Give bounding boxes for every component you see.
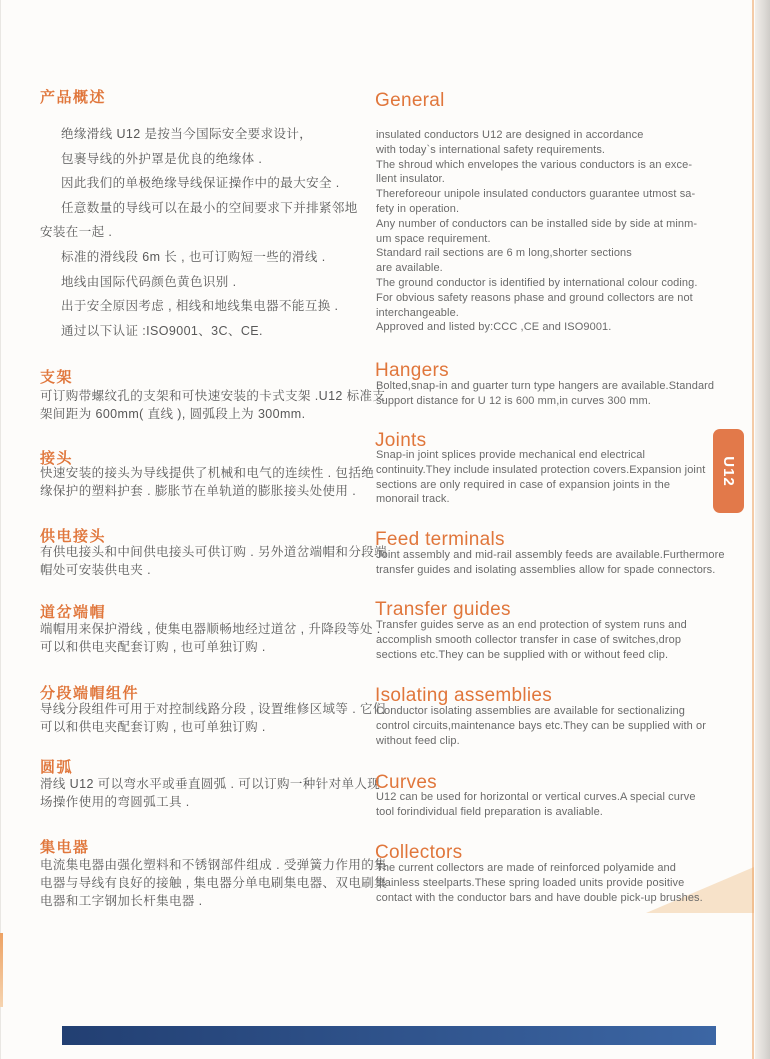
text-line: 可以和供电夹配套订购 , 也可单独订购 . (40, 720, 266, 734)
text-line: 可以和供电夹配套订购 , 也可单独订购 . (40, 640, 266, 654)
text-line: with today`s international safety requirements. (376, 143, 606, 156)
text-line: The ground conductor is identified by international colour coding. (376, 276, 698, 289)
text-line: support distance for U 12 is 600 mm,in curves 300 mm. (376, 395, 651, 407)
text-line: Bolted,snap-in and guarter turn type hangers are available.Standard (376, 380, 715, 392)
text-line: Thereforeour unipole insulated conductors guarantee utmost sa- (376, 188, 696, 201)
text-line: insulated conductors U12 are designed in accordance (376, 129, 644, 141)
text-line: 快速安装的接头为导线提供了机械和电气的连续性 . 包括绝 (40, 466, 375, 480)
text-line: 电器和工字钢加长杆集电器 . (40, 894, 203, 908)
zh-heading-transfer-guides: 道岔端帽 (40, 604, 107, 621)
en-body-curves (376, 790, 696, 820)
u12-side-tab-label: U12 (720, 455, 737, 487)
text-line: 电器与导线有良好的接触 , 集电器分单电刷集电器、双电刷集 (40, 876, 388, 890)
text-line: Approved and listed by:CCC ,CE and ISO9001. (376, 321, 612, 334)
text-line: 可订购带螺纹孔的支架和可快速安装的卡式支架 .U12 标准支 (40, 389, 386, 403)
text-line: 绝缘滑线 U12 是按当今国际安全要求设计， (61, 127, 313, 141)
text-line: llent insulator. (376, 173, 445, 186)
text-line: tool forindividual field preparation is avaliable. (376, 806, 603, 818)
zh-heading-isolating: 分段端帽组件 (40, 685, 140, 702)
text-line: 因此我们的单极绝缘导线保证操作中的最大安全 . (61, 176, 340, 191)
en-heading-hangers: Hangers (375, 360, 449, 381)
en-heading-joints: Joints (375, 430, 427, 451)
text-line: 帽处可安装供电夹 . (40, 563, 151, 577)
text-line: The shroud which envelopes the various conductors is an exce- (376, 158, 693, 171)
en-body-transfer-guides (376, 618, 687, 663)
text-line: transfer guides and isolating assemblies allow for spade connectors. (376, 564, 716, 576)
en-heading-feed-terminals: Feed terminals (375, 529, 505, 550)
text-line: stainless steelparts.These spring loaded units provide positive (376, 877, 685, 889)
text-line: accomplish smooth collector transfer in case of switches,drop (376, 634, 682, 646)
en-heading-general: General (375, 90, 445, 111)
en-heading-isolating: Isolating assemblies (375, 685, 553, 706)
zh-heading-feed-terminals: 供电接头 (40, 528, 107, 545)
text-line: For obvious safety reasons phase and ground collectors are not (376, 291, 693, 304)
text-line: 端帽用来保护滑线 , 使集电器顺畅地经过道岔 , 升降段等处 . (40, 622, 381, 636)
text-line: um space requirement. (376, 232, 491, 245)
text-line: 滑线 U12 可以弯水平或垂直圆弧 . 可以订购一种针对单人现 (40, 777, 381, 791)
text-line: sections are only required in case of expansion joints in the (376, 478, 671, 491)
footer-bar (62, 1026, 716, 1045)
text-line: Conductor isolating assemblies are available for sectionalizing (376, 705, 685, 717)
text-line: 电流集电器由强化塑料和不锈钢部件组成 . 受弹簧力作用的集 (40, 858, 388, 872)
text-line: contact with the conductor bars and have double pick-up brushes. (376, 892, 703, 904)
u12-side-tab (713, 429, 744, 513)
text-line: 有供电接头和中间供电接头可供订购 . 另外道岔端帽和分段端 (40, 545, 388, 559)
en-heading-collectors: Collectors (375, 842, 463, 863)
text-line: interchangeable. (376, 306, 459, 319)
text-line: 标准的滑线段 6m 长 , 也可订购短一些的滑线 . (61, 249, 326, 264)
zh-heading-curves: 圆弧 (40, 759, 74, 776)
en-body-hangers (376, 379, 714, 409)
text-line: 场操作使用的弯圆弧工具 . (40, 795, 190, 809)
text-line: 安装在一起 . (40, 225, 113, 240)
text-line: without feed clip. (376, 735, 460, 747)
text-line: sections etc.They can be supplied with or without feed clip. (376, 649, 669, 661)
zh-heading-overview: 产品概述 (40, 89, 107, 106)
text-line: 导线分段组件可用于对控制线路分段 , 设置维修区域等 . 它们 (40, 702, 386, 716)
en-heading-curves: Curves (375, 772, 437, 793)
text-line: U12 can be used for horizontal or vertical curves.A special curve (376, 791, 696, 803)
text-line: Standard rail sections are 6 m long,shorter sections (376, 247, 632, 260)
zh-heading-joints: 接头 (40, 450, 74, 467)
en-heading-transfer-guides: Transfer guides (375, 599, 511, 620)
text-line: continuity.They include insulated protection covers.Expansion joint (376, 463, 706, 476)
en-body-joints (376, 448, 705, 507)
en-body-feed-terminals (376, 548, 725, 578)
zh-heading-collectors: 集电器 (40, 839, 90, 856)
text-line: 缘保护的塑料护套 . 膨胀节在单轨道的膨胀接头处使用 . (40, 484, 357, 498)
text-line: fety in operation. (376, 202, 460, 215)
en-body-collectors (376, 861, 703, 906)
text-line: 出于安全原因考虑 , 相线和地线集电器不能互换 . (61, 299, 339, 314)
text-line: Transfer guides serve as an end protection of system runs and (376, 619, 687, 631)
text-line: 地线由国际代码颜色黄色识别 . (61, 274, 237, 289)
text-line: 包裹导线的外护罩是优良的绝缘体 . (61, 151, 263, 166)
zh-heading-hangers: 支架 (40, 369, 74, 386)
text-line: are available. (376, 262, 443, 275)
text-line: 任意数量的导线可以在最小的空间要求下并排紧邻地 (61, 200, 358, 215)
text-line: control circuits,maintenance bays etc.They can be supplied with or (376, 720, 707, 732)
text-line: Any number of conductors can be installed side by side at minm- (376, 217, 698, 230)
text-line: monorail track. (376, 493, 450, 506)
text-line: Snap-in joint splices provide mechanical end electrical (376, 449, 646, 461)
en-body-general (376, 128, 698, 335)
text-line: Joint assembly and mid-rail assembly feeds are available.Furthermore (376, 549, 725, 561)
text-line: 架间距为 600mm( 直线 ), 圆弧段上为 300mm. (40, 407, 306, 421)
text-line: 通过以下认证 :ISO9001、3C、CE. (61, 323, 263, 338)
en-body-isolating (376, 704, 706, 749)
text-line: The current collectors are made of reinforced polyamide and (376, 862, 676, 874)
